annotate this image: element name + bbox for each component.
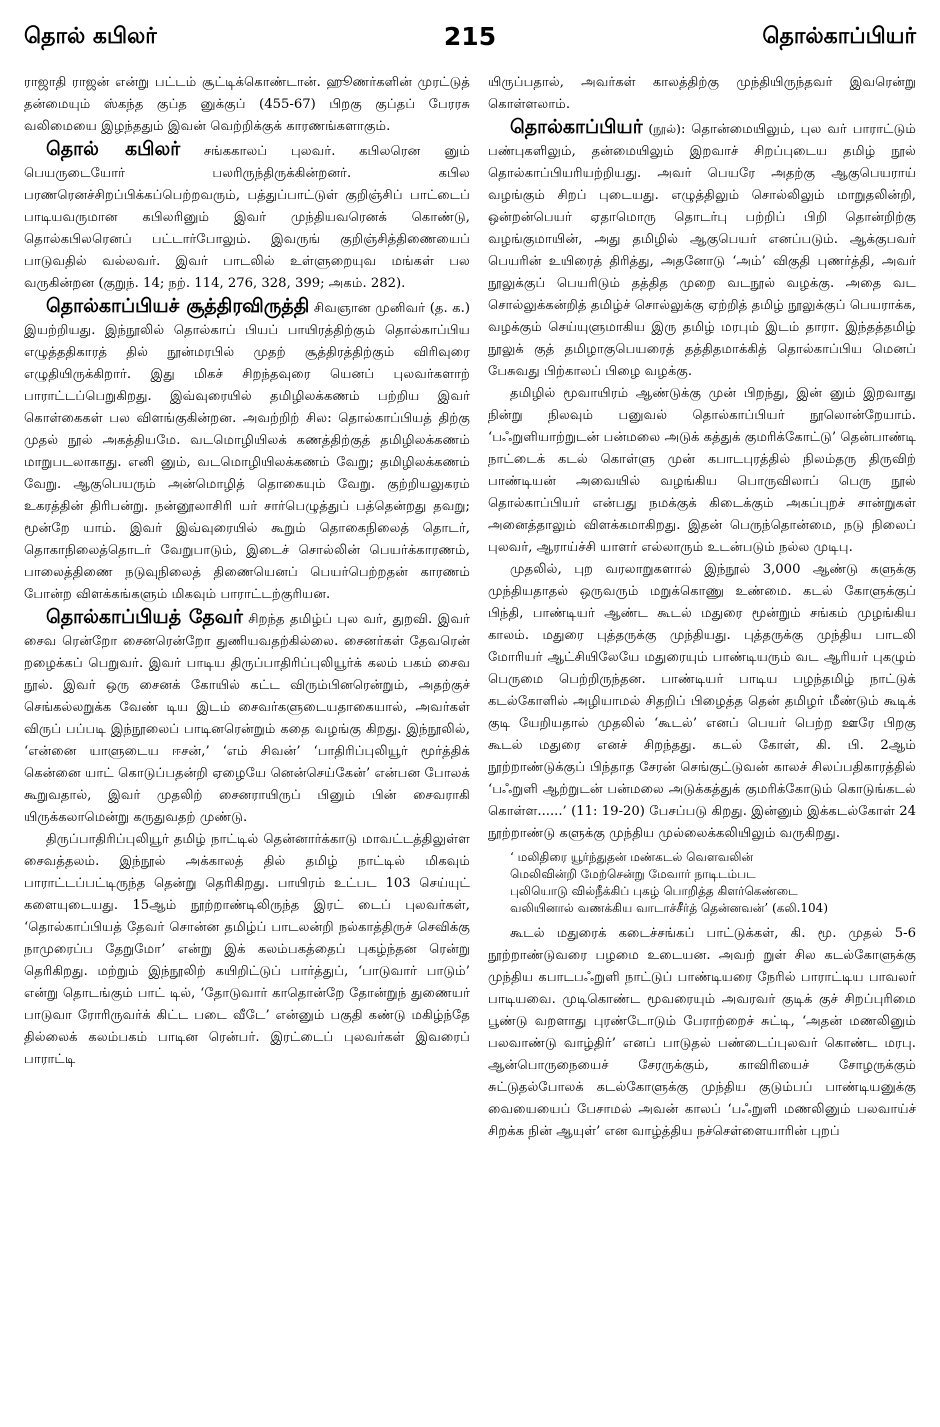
running-head-left: தொல் கபிலர் [24, 24, 157, 49]
verse-line: புலியொடு வில்நீக்கிப் புகழ் பொறித்த கிளர்கெண்டை [510, 884, 798, 898]
entry-text: : தொன்மையிலும், புல வர் பாராட்டும் பண்புகளிலும், தன்மையிலும் இறவாச் சிறப்புடைய தமிழ் நூல் தொல்காப்பியரியற்றியது. அவர் பெயரே அதற்கு ஆகுபெயராய் வழங்கும் சிறப் புடையது. எழுத்திலும் சொல்லிலும் மாறுதலின்றி, ஒன்றன்பெயர் ஏதாமொரு தொடர்பு பற்றிப் பிறி தொன்றிற்கு வழங்குமாயின், அது தமிழில் ஆகுபெயர் எனப்படும். ஆக்குபவர் பெயரின் உயிரைத் திரித்து, அதனோடு ‘அம்’ விகுதி புணர்த்தி, அவர் நூலுக்குப் பெயரிடும் தத்தித முறை வடநூல் வழக்கு. அதை வட சொல்லுக்கன்றித் தமிழ்ச் சொல்லுக்கு ஏற்றித் தமிழ் நூலுக்குப் பெயராக்க, வழக்கும் செய்யுளுமாகிய இரு தமிழ் மரபும் இடம் தாரா. இந்தத்தமிழ் நூலுக் குத் தமிழாகுபெயரைத் தத்திதமாக்கித் தொல்காப்பிய மெனப் பேசுவது பிற்காலப் பிழை வழக்கு. [488, 122, 916, 379]
paragraph: யிருப்பதால், அவர்கள் காலத்திற்கு முந்தியிருந்தவர் இவரென்று கொள்ளலாம். [488, 75, 916, 112]
entry-text: சிறந்த தமிழ்ப் புல வர், துறவி. இவர் சைவ ரென்றோ சைனரென்றோ துணியவதற்கில்லை. சைனர்கள் தேவரென் றழைக்கப் பெறுவர். இவர் பாடிய திருப்பாதிரிப்புலியூர்க் கலம் பகம் சைவ நூல். இவர் ஒரு சைனக் கோயில் கட்ட விரும்பினரென்றும், அதற்குச் செங்கல்லறுக்க வேண் டிய இடம் சைவர்களுடையதாகையால், அவர்கள் விருப் பப்படி இந்நூலைப் பாடினரென்றும் கதை வழங்கு கிறது. இந்நூலில், ‘என்னை யாளுடைய ஈசன்,’ ‘எம் சிவன்’ ‘பாதிரிப்புலியூர் மூர்த்திக் கென்னை யாட் கொடுப்பதன்றி ஏழையே னென்செய்கேன்’ என்பன போலக் கூறுவதால், இவர் முதலிற் சைனராயிருப் பினும் பின் சைவராகி யிருக்கலாமென்று கருதுவதற் முண்டு. [24, 612, 470, 825]
running-head-right: தொல்காப்பியர் [762, 24, 916, 49]
entry-text: சிவஞான முனிவர் (த. க.) இயற்றியது. இந்நூலில் தொல்காப் பியப் பாயிரத்திற்கும் தொல்காப்பிய எழுத்ததிகாரத் தில் நூன்மரபில் முதற் சூத்திரத்திற்கும் விரிவுரை எழுதியிருக்கிறார். இது மிகச் சிறந்தவுரை யெனப் புலவர்களாற் பாராட்டப்பெறுகிறது. இவ்வுரையில் தமிழிலக்கணம் பற்றிய இவர் கொள்கைகள் பல விளங்குகின்றன. அவற்றிற் சில: தொல்காப்பியத் திற்கு முதல் நூல் அகத்தியமே. வடமொழியிலக் கணத்திற்குத் தமிழிலக்கணம் மாறுபடலாகாது. எனி னும், வடமொழியிலக்கணம் வேறு; தமிழிலக்கணம் வேறு. ஆகுபெயரும் அன்மொழித் தொகையும் வேறு. குற்றியலுகரம் உகரத்தின் திரிபன்று. நன்னூலாசிரி யர் சார்பெழுத்துப் பத்தென்றது தவறு; மூன்றே யாம். இவர் இவ்வுரையில் கூறும் தொகைநிலைத் தொடர், தொகாநிலைத்தொடர் வேறுபாடும், இடைச் சொல்லின் பெயர்க்காரணம், பாலைத்திணை நடுவுநிலைத் திணையெனப் பெயர்பெற்றதன் காரணம் போன்ற விளக்கங்களும் மிகவும் பாராட்டற்குரியன. [24, 301, 470, 602]
page-number: 215 [443, 22, 497, 51]
entry-sutra-viruthi [24, 295, 470, 606]
entry-headword: தொல்காப்பியர் [510, 116, 643, 138]
entry-tolkappiyar-nool [488, 116, 916, 383]
entry-text: சங்ககாலப் புலவர். கபிலரென னும் பெயருடையோர் பலரிருந்திருக்கின்றனர். கபில பரணரெனச்சிறப்பிக்கப்பெற்றவரும், பத்துப்பாட்டுள் குறிஞ்சிப் பாட்டைப் பாடியவருமான கபிலரினும் இவர் முந்தியவரெனக் கொண்டு, தொல்கபிலரெனப் பட்டார்போலும். இவருங் குறிஞ்சித்திணையைப் பாடுவதில் வல்லவர். இவர் பாடலில் உள்ளுறையுவ மங்கள் பல வருகின்றன (குறுந். 14; நற். 114, 276, 328, 399; அகம். 282). [24, 144, 470, 291]
verse-line: வலியினால் வணக்கிய வாடாச்சீர்த் தென்னவன்’ (கலி.104) [510, 901, 828, 915]
entry-note: (நூல்) [648, 122, 681, 136]
verse-quote [510, 849, 916, 917]
verse-line: ‘ மலிதிரை யூர்ந்துதன் மண்கடல் வௌவலின் [510, 850, 754, 864]
verse-line: மெலிவின்றி மேற்சென்று மேவார் நாடிடம்பட [510, 867, 756, 881]
paragraph: ராஜாதி ராஜன் என்று பட்டம் சூட்டிக்கொண்டான். ஹூணர்களின் முரட்டுத் தன்மையும் ஸ்கந்த குப்த னுக்குப் (455-67) பிறகு குப்தப் பேரரசு வலிமையை இழந்ததும் இவன் வெற்றிக்குக் காரணங்களாகும். [24, 75, 470, 134]
entry-tol-kapilar [24, 138, 470, 295]
left-column [24, 72, 470, 1417]
entry-headword: தொல் கபிலர் [46, 138, 181, 160]
entry-headword: தொல்காப்பியச் சூத்திரவிருத்தி [46, 295, 310, 317]
page-header [24, 24, 916, 60]
entry-tolkappiya-thevar [24, 606, 470, 829]
right-column [488, 72, 916, 1417]
entry-headword: தொல்காப்பியத் தேவர் [46, 606, 243, 628]
paragraph: கூடல் மதுரைக் கடைச்சங்கப் பாட்டுக்கள், கி. மூ. முதல் 5-6 நூற்றாண்டுவரை பழமை உடையன. அவற் றுள் சில கடல்கோளுக்கு முந்திய கபாடபஃறுளி நாட்டுப் பாண்டியரை நேரில் பாராட்டிய பாவலர் பாடியவை. முடிகொண்ட மூவரையும் அவரவர் குடிக் குச் சிறப்புரிமை பூண்டு வறளாது புரண்டோடும் பேராற்றைச் சுட்டி, ‘அதன் மணலினும் பலவாண்டு வாழ்திர்’ எனப் பாடுதல் பண்டைப்புலவர் கொண்ட மரபு. ஆன்பொருநையைச் சேரருக்கும், காவிரியைச் சோழருக்கும் சுட்டுதல்போலக் கடல்கோளுக்கு முந்திய குடும்பப் பாண்டியனுக்கு வையையைப் பேசாமல் அவன் காலப் ‘பஃறுளி மணலினும் பலவாய்ச் சிறக்க நின் ஆயுள்’ என வாழ்த்திய நச்செள்ளையாரின் புறப் [488, 926, 916, 1139]
paragraph: முதலில், புற வரலாறுகளால் இந்நூல் 3,000 ஆண்டு களுக்கு முந்தியதாதல் ஒருவரும் மறுக்கொணு உண்மை. கடல் கோளுக்குப் பிந்தி, பாண்டியர் ஆண்ட கூடல் மதுரை மூன்றும் சங்கம் முழங்கிய காலம். மதுரை புத்தருக்கு முந்தியது. புத்தருக்கு முந்திய பாடலி மோரியர் ஆட்சியிலேயே மதுரையும் பாண்டியரும் வட ஆரியர் புகழும் பெருமை பெற்றிருந்தன. பாண்டியர் பாடிய பழந்தமிழ் நாட்டுக் கடல்கோளில் அழியாமல் சிதறிப் பிழைத்த தென் தமிழர் மீண்டும் கூடிக் குடி யேறியதால் முதலில் ‘கூடல்’ எனப் பெயர் பெற்ற ஊரே பிறகு கூடல் மதுரை எனச் சிறந்தது. கடல் கோள், கி. பி. 2ஆம் நூற்றாண்டுக்குப் பிந்தாத சேரன் செங்குட்டுவன் காலச் சிலப்பதிகாரத்தில் ‘பஃறுளி ஆற்றுடன் பன்மலை அடுக்கத்துக் குமரிக்கோடும் கொடுங்கடல் கொள்ள......’ (11: 19-20) பேசப்படு கிறது. இன்னும் இக்கடல்கோள் 24 நூற்றாண்டு களுக்கு முந்திய முல்லைக்கலியிலும் வருகிறது. [488, 562, 916, 841]
paragraph: திருப்பாதிரிப்புலியூர் தமிழ் நாட்டில் தென்னார்க்காடு மாவட்டத்திலுள்ள சைவத்தலம். இந்நூல் அக்காலத் தில் தமிழ் நாட்டில் மிகவும் பாராட்டப்பட்டிருந்த தென்று தெரிகிறது. பாயிரம் உட்பட 103 செய்யுட் களையுடையது. 15ஆம் நூற்றாண்டிலிருந்த இரட் டைப் புலவர்கள், ‘தொல்காப்பியத் தேவர் சொன்ன தமிழ்ப் பாடலன்றி நல்காத்திருச் செவிக்கு நாமுரைப்ப தேறுமோ’ என்று இக் கலம்பகத்தைப் புகழ்ந்தன ரென்று தெரிகிறது. மற்றும் இந்நூலிற் கயிறிட்டுப் பார்த்துப், ‘பாடுவார் பாடும்’ என்று தொடங்கும் பாட் டில், ‘தோடுவார் காதொன்றே தோன்றுந் துணையர் பாடுவா ரோரிருவர்க் கிட்ட படை வீடே’ என்னும் பகுதி கண்டு மகிழ்ந்தே தில்லைக் கலம்பகம் பாடின ரென்பர். இரட்டைப் புலவர்கள் இவரைப் பாராட்டி [24, 832, 470, 1067]
paragraph: தமிழில் மூவாயிரம் ஆண்டுக்கு முன் பிறந்து, இன் னும் இறவாது நின்று நிலவும் பனுவல் தொல்காப்பியர் நூலொன்றேயாம். ‘பஃறுளியாற்றுடன் பன்மலை அடுக் கத்துக் குமரிக்கோட்டு’ தென்பாண்டி நாட்டைக் கடல் கொள்ளு முன் கபாடபுரத்தில் நிலம்தரு திருவிற் பாண்டியன் அவையில் வழங்கிய பொருவிலாப் பெரு நூல் தொல்காப்பியர் என்பது நமக்குக் கிடைக்கும் அகப்புறச் சான்றுகள் அனைத்தாலும் விளக்கமாகிறது. இதன் பெருந்தொன்மை, நடு நிலைப் புலவர், ஆராய்ச்சி யாளர் எல்லாரும் உடன்படும் நல்ல முடிபு. [488, 386, 916, 555]
